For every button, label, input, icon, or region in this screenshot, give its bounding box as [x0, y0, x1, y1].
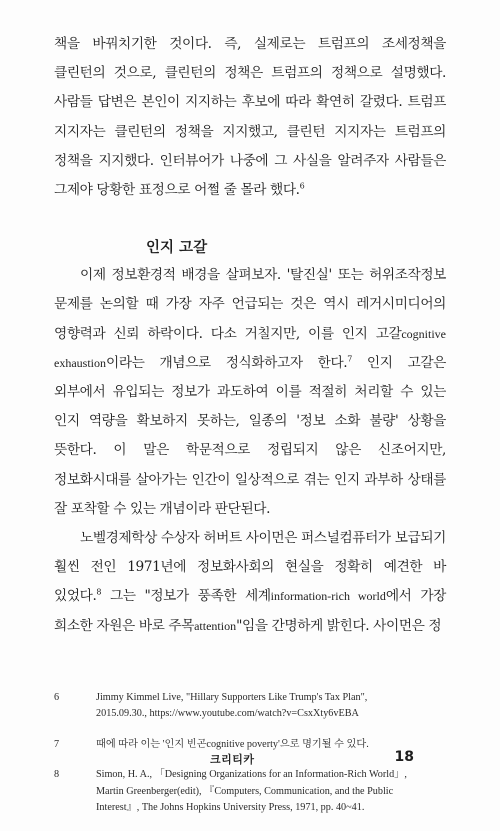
footnote-line: 때에 따라 이는 '인지 빈곤cognitive poverty'으로 명기될 수 있다. — [96, 738, 369, 750]
page-number: 18 — [394, 749, 414, 765]
section-title: 인지 고갈 — [146, 240, 208, 257]
footnote-ref-6[interactable]: 6 — [299, 181, 305, 191]
footnote-line: Simon, H. A., 「Designing Organizations for an Information-Rich World」, — [96, 769, 407, 781]
footnote-ref-8[interactable]: 8 — [96, 587, 102, 597]
paragraph-2-text-a: 이제 정보환경적 배경을 살펴보자. '탈진실' 또는 허위조작정보 문제를 논의할 때 가장 자주 언급되는 것은 역시 레거시미디어의 영향력과 신뢰 하락이다. 다소 거칠지만, 이를 인지 고갈 — [54, 267, 446, 342]
footnote-ref-7[interactable]: 7 — [347, 354, 352, 364]
paragraph-3-text-b: 그는 "정보가 풍족한 세계 — [101, 588, 271, 605]
footnote-line[interactable]: 2015.09.30., https://www.youtube.com/watch?v=CsxXty6vEBA — [96, 708, 359, 720]
paragraph-3-text-d: "임을 간명하게 밝힌다. 사이먼은 정 — [236, 617, 442, 634]
footnote-number: 7 — [54, 738, 60, 750]
page-footer — [0, 749, 500, 769]
footnote-number: 8 — [54, 769, 60, 781]
page-body — [54, 30, 446, 831]
paragraph-3-text-a: 노벨경제학상 수상자 허버트 사이먼은 퍼스널컴퓨터가 보급되기 훨씬 전인 1971년에 정보화사회의 현실을 정확히 예견한 바 있었다. — [54, 530, 446, 605]
footnote-line: Interest』, The Johns Hopkins University Press, 1971, pp. 40~41. — [96, 802, 365, 814]
footnote-6 — [54, 690, 446, 723]
paragraph-3-text-c: 에서 가장 희소한 자원은 바로 주목 — [54, 588, 446, 634]
paragraph-1-text: 책을 바꿔치기한 것이다. 즉, 실제로는 트럼프의 조세정책을 클린턴의 것으로, 클린턴의 정책은 트럼프의 정책으로 설명했다. 사람들 답변은 본인이 지지하는 후보에 따라 확연히 갈렸다. 트럼프 지지자는 클린턴의 정책을 지지했고, 클린턴 지지자는 트럼프의 정책을 지지했다. 인터뷰어가 나중에 그 사실을 알려주자 사람들은 그제야 당황한 표정으로 어쩔 줄 몰라 했다. — [54, 36, 446, 199]
footer-brand: 크리티카 — [210, 753, 255, 766]
footnote-line: Jimmy Kimmel Live, "Hillary Supporters Like Trump's Tax Plan", — [96, 691, 368, 703]
term-information-rich-world: information-rich world — [270, 589, 386, 604]
term-attention: attention — [194, 618, 237, 633]
footnote-number: 6 — [54, 691, 60, 703]
footnote-line: Martin Greenberger(edit), 『Computers, Communication, and the Public — [96, 785, 394, 797]
paragraph-3 — [54, 524, 446, 641]
paragraph-1 — [54, 30, 446, 205]
paragraph-2 — [54, 261, 446, 524]
footnote-8 — [54, 767, 446, 817]
term-cognitive-exhaustion: cognitive exhaustion — [54, 326, 446, 370]
paragraph-2-text-b: 이라는 개념으로 정식화하고자 한다. — [106, 354, 348, 371]
paragraph-2-text-c: 인지 고갈은 외부에서 유입되는 정보가 과도하여 이를 적절히 처리할 수 있는 인지 역량을 확보하지 못하는, 일종의 '정보 소화 불량' 상황을 뜻한다. 이 말은 학문적으로 정립되지 않은 신조어지만, 정보화시대를 살아가는 인간이 일상적으로 겪는 인지 과부하 상태를 잘 포착할 수 있는 개념이라 판단된다. — [54, 354, 447, 517]
